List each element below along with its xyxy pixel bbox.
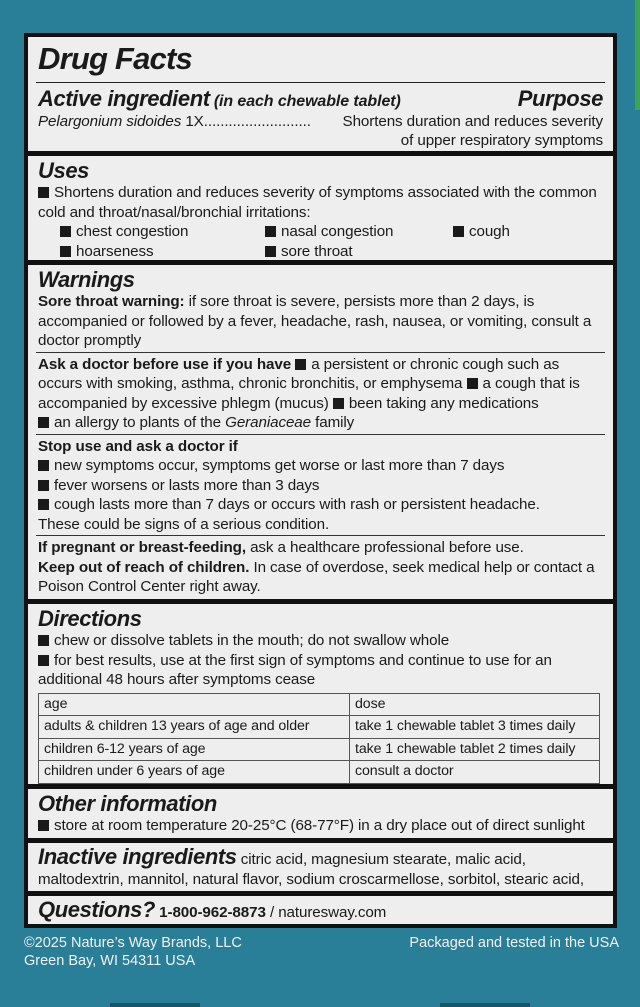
- uses-section: [28, 156, 613, 260]
- table-cell: take 1 chewable tablet 2 times daily: [350, 738, 600, 761]
- uses-list: [38, 222, 603, 260]
- bullet-icon: [453, 226, 464, 237]
- keep-out-warning: Keep out of reach of children. In case of overdose, seek medical help or contact a Poison Control Center right away.: [38, 558, 595, 595]
- list-item: chew or dissolve tablets in the mouth; do not swallow whole: [38, 631, 603, 651]
- bullet-icon: [38, 820, 49, 831]
- phone-number: 1-800-962-8873: [155, 904, 266, 921]
- bullet-icon: [265, 226, 276, 237]
- other-information-section: [28, 789, 613, 838]
- bullet-icon: [38, 187, 49, 198]
- website-link: naturesway.com: [278, 904, 387, 921]
- sore-throat-warning: Sore throat warning: if sore throat is severe, persists more than 2 days, is accompanied or followed by a fever, headache, rash, nausea, or vomiting, consult a doctor promptly: [38, 293, 592, 349]
- warnings-heading: Warnings: [38, 267, 135, 292]
- table-header: dose: [350, 693, 600, 716]
- list-item: fever worsens or lasts more than 3 days: [38, 476, 603, 496]
- company-info: [24, 934, 242, 970]
- copyright: ©2025 Nature’s Way Brands, LLC: [24, 935, 242, 951]
- inactive-ingredients-text: citric acid, magnesium stearate, malic acid, maltodextrin, mannitol, natural flavor, sodium croscarmellose, sorbitol, stearic acid,: [38, 851, 584, 888]
- list-item: for best results, use at the first sign of symptoms and continue to use for an additional 48 hours after symptoms cease: [38, 651, 552, 688]
- list-item: cough: [453, 222, 613, 242]
- uses-intro: Shortens duration and reduces severity of symptoms associated with the common cold and throat/nasal/bronchial irritations:: [38, 184, 597, 221]
- packaged-note: Packaged and tested in the USA: [409, 935, 619, 951]
- ingredient-name: Pelargonium sidoides: [38, 112, 182, 130]
- bullet-icon: [265, 246, 276, 257]
- drug-facts-title: Drug Facts: [38, 41, 192, 76]
- active-ingredient-section: [28, 37, 613, 151]
- table-header-row: [39, 693, 600, 716]
- table-header: age: [39, 693, 350, 716]
- bullet-icon: [38, 417, 49, 428]
- bullet-icon: [60, 246, 71, 257]
- questions-heading: Questions?: [38, 897, 156, 922]
- table-cell: children under 6 years of age: [39, 761, 350, 784]
- address: Green Bay, WI 54311 USA: [24, 953, 196, 969]
- inactive-ingredients-heading: Inactive ingredients: [38, 844, 237, 869]
- edge-tab: [440, 1003, 530, 1007]
- bullet-icon: [38, 499, 49, 510]
- active-ingredient-note: (in each chewable tablet): [213, 93, 401, 110]
- table-row: [39, 738, 600, 761]
- list-item: sore throat: [265, 242, 453, 261]
- ingredient-strength: 1X..........................: [181, 112, 311, 130]
- uses-heading: Uses: [38, 158, 89, 183]
- purpose-line-1: Shortens duration and reduces severity: [342, 112, 603, 130]
- table-row: [39, 716, 600, 739]
- list-item: cough lasts more than 7 days or occurs with rash or persistent headache.: [38, 495, 603, 515]
- table-cell: consult a doctor: [350, 761, 600, 784]
- inactive-ingredients-section: [28, 843, 613, 891]
- divider: [36, 535, 605, 536]
- directions-heading: Directions: [38, 606, 142, 631]
- dosage-table: [38, 693, 600, 784]
- bullet-icon: [295, 359, 306, 370]
- bullet-icon: [60, 226, 71, 237]
- purpose-heading: Purpose: [517, 86, 603, 111]
- edge-accent: [635, 0, 640, 110]
- divider: [36, 82, 605, 83]
- list-item: nasal congestion: [265, 222, 453, 242]
- bullet-icon: [38, 635, 49, 646]
- divider: [36, 352, 605, 353]
- table-cell: adults & children 13 years of age and older: [39, 716, 350, 739]
- bullet-icon: [38, 480, 49, 491]
- purpose-line-2: of upper respiratory symptoms: [400, 132, 603, 149]
- list-item: hoarseness: [60, 242, 265, 261]
- bullet-icon: [38, 460, 49, 471]
- questions-section: Questions? 1-800-962-8873 / naturesway.com: [28, 896, 613, 924]
- stop-use-warning: Stop use and ask a doctor if new symptoms occur, symptoms get worse or last more than 7 days fever worsens or lasts more than 3 days cough lasts more than 7 days or occurs with rash or persistent headache. These could be signs of a serious condition.: [38, 437, 603, 535]
- bullet-icon: [467, 378, 478, 389]
- table-cell: children 6-12 years of age: [39, 738, 350, 761]
- ask-doctor-warning: Ask a doctor before use if you have a persistent or chronic cough such as occurs with smoking, asthma, chronic bronchitis, or emphysema a cough that is accompanied by excessive phlegm (mucus) been taking any medications an allergy to plants of the Geraniaceae family: [38, 355, 580, 431]
- divider: [36, 434, 605, 435]
- directions-section: [28, 604, 613, 784]
- warnings-section: [28, 265, 613, 599]
- drug-facts-panel: [24, 33, 617, 928]
- list-item: new symptoms occur, symptoms get worse or last more than 7 days: [38, 456, 603, 476]
- table-row: [39, 761, 600, 784]
- list-item: store at room temperature 20-25°C (68-77°F) in a dry place out of direct sunlight: [38, 816, 603, 836]
- other-information-heading: Other information: [38, 791, 217, 816]
- bullet-icon: [333, 398, 344, 409]
- bullet-icon: [38, 655, 49, 666]
- edge-tab: [110, 1003, 200, 1007]
- pregnancy-warning: If pregnant or breast-feeding, ask a healthcare professional before use.: [38, 539, 524, 556]
- table-cell: take 1 chewable tablet 3 times daily: [350, 716, 600, 739]
- list-item: chest congestion: [60, 222, 265, 242]
- active-ingredient-heading: Active ingredient: [38, 86, 210, 111]
